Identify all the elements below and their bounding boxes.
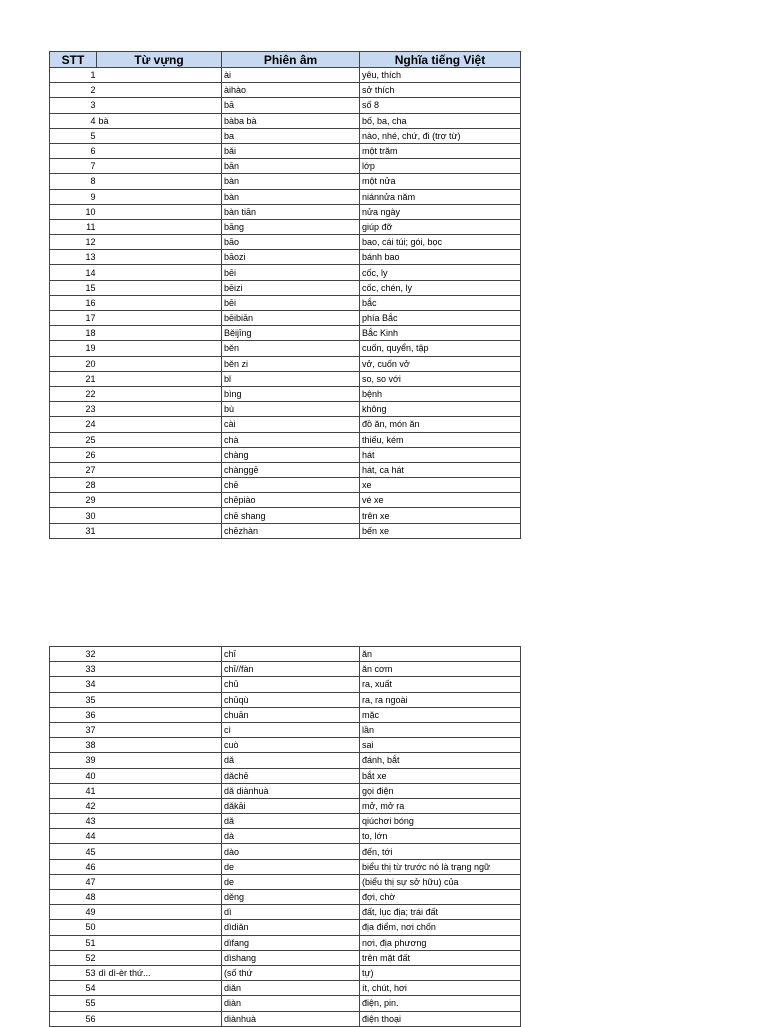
cell-vocab — [97, 386, 222, 401]
cell-stt: 46 — [50, 859, 97, 874]
cell-stt: 18 — [50, 326, 97, 341]
cell-stt: 24 — [50, 417, 97, 432]
cell-vocab — [97, 371, 222, 386]
cell-pinyin: chēpiào — [222, 493, 360, 508]
cell-vocab — [97, 523, 222, 538]
cell-pinyin: cuò — [222, 738, 360, 753]
cell-stt: 9 — [50, 189, 97, 204]
cell-pinyin: chū — [222, 677, 360, 692]
cell-meaning: to, lớn — [360, 829, 521, 844]
cell-pinyin: dǎkāi — [222, 798, 360, 813]
cell-vocab — [97, 768, 222, 783]
cell-meaning: nào, nhé, chứ, đi (trợ từ) — [360, 128, 521, 143]
table-row — [50, 783, 521, 798]
cell-vocab — [97, 478, 222, 493]
cell-pinyin: bā — [222, 98, 360, 113]
cell-meaning: thiếu, kém — [360, 432, 521, 447]
cell-stt: 25 — [50, 432, 97, 447]
cell-pinyin: ài — [222, 68, 360, 83]
cell-meaning: hát — [360, 447, 521, 462]
cell-vocab — [97, 874, 222, 889]
table-row — [50, 647, 521, 662]
table-row — [50, 341, 521, 356]
table-row — [50, 798, 521, 813]
cell-meaning: qiúchơi bóng — [360, 814, 521, 829]
table-row — [50, 950, 521, 965]
cell-meaning: hát, ca hát — [360, 462, 521, 477]
cell-meaning: giúp đỡ — [360, 219, 521, 234]
cell-vocab — [97, 447, 222, 462]
cell-vocab — [97, 462, 222, 477]
cell-meaning: đợi, chờ — [360, 890, 521, 905]
cell-pinyin: bàn — [222, 174, 360, 189]
cell-vocab — [97, 174, 222, 189]
cell-stt: 27 — [50, 462, 97, 477]
cell-meaning: cốc, ly — [360, 265, 521, 280]
cell-stt: 31 — [50, 523, 97, 538]
cell-pinyin: dǎchē — [222, 768, 360, 783]
cell-pinyin: àihào — [222, 83, 360, 98]
cell-meaning: so, so với — [360, 371, 521, 386]
cell-vocab — [97, 890, 222, 905]
cell-pinyin: de — [222, 859, 360, 874]
cell-vocab — [97, 692, 222, 707]
table-row — [50, 68, 521, 83]
cell-stt: 21 — [50, 371, 97, 386]
table-row — [50, 829, 521, 844]
cell-vocab — [97, 647, 222, 662]
cell-stt: 8 — [50, 174, 97, 189]
cell-vocab — [97, 707, 222, 722]
table-row — [50, 402, 521, 417]
cell-pinyin: dǎ diànhuà — [222, 783, 360, 798]
table-row — [50, 478, 521, 493]
cell-meaning: ít, chút, hơi — [360, 981, 521, 996]
cell-vocab — [97, 417, 222, 432]
cell-stt: 4 — [50, 113, 97, 128]
cell-pinyin: bēibiān — [222, 311, 360, 326]
cell-meaning: lần — [360, 722, 521, 737]
vocab-table-1 — [49, 51, 521, 539]
cell-vocab — [97, 905, 222, 920]
cell-vocab — [97, 280, 222, 295]
table-row — [50, 265, 521, 280]
cell-stt: 16 — [50, 295, 97, 310]
cell-stt: 12 — [50, 235, 97, 250]
cell-pinyin: dǎ — [222, 753, 360, 768]
cell-stt: 23 — [50, 402, 97, 417]
cell-vocab — [97, 341, 222, 356]
table-row — [50, 935, 521, 950]
cell-meaning: ra, ra ngoài — [360, 692, 521, 707]
cell-stt: 53 — [50, 965, 97, 980]
table-row — [50, 447, 521, 462]
table-row — [50, 493, 521, 508]
cell-meaning: ra, xuất — [360, 677, 521, 692]
cell-meaning: ăn — [360, 647, 521, 662]
cell-stt: 11 — [50, 219, 97, 234]
table-row — [50, 722, 521, 737]
cell-pinyin: dào — [222, 844, 360, 859]
cell-stt: 17 — [50, 311, 97, 326]
cell-meaning: điện, pin. — [360, 996, 521, 1011]
vocab-table-2 — [49, 646, 521, 1027]
cell-pinyin: děng — [222, 890, 360, 905]
cell-stt: 44 — [50, 829, 97, 844]
cell-vocab — [97, 143, 222, 158]
cell-meaning: bệnh — [360, 386, 521, 401]
cell-pinyin: bàn — [222, 189, 360, 204]
cell-meaning: đánh, bắt — [360, 753, 521, 768]
cell-meaning: phía Bắc — [360, 311, 521, 326]
table-row — [50, 280, 521, 295]
table-row — [50, 98, 521, 113]
table-row — [50, 844, 521, 859]
cell-stt: 34 — [50, 677, 97, 692]
cell-stt: 19 — [50, 341, 97, 356]
cell-vocab — [97, 508, 222, 523]
table-row — [50, 859, 521, 874]
cell-vocab — [97, 128, 222, 143]
cell-stt: 40 — [50, 768, 97, 783]
cell-pinyin: Běijīng — [222, 326, 360, 341]
table-row — [50, 707, 521, 722]
cell-vocab — [97, 950, 222, 965]
header-pinyin: Phiên âm — [222, 52, 360, 68]
table-row — [50, 920, 521, 935]
table-row — [50, 462, 521, 477]
cell-pinyin: bāozi — [222, 250, 360, 265]
cell-vocab — [97, 753, 222, 768]
cell-vocab — [97, 814, 222, 829]
cell-meaning: đến, tới — [360, 844, 521, 859]
cell-meaning: mở, mở ra — [360, 798, 521, 813]
cell-pinyin: de — [222, 874, 360, 889]
cell-vocab — [97, 829, 222, 844]
table-row — [50, 356, 521, 371]
cell-meaning: nơi, địa phương — [360, 935, 521, 950]
cell-pinyin: diànhuà — [222, 1011, 360, 1026]
table-row — [50, 677, 521, 692]
cell-meaning: bắc — [360, 295, 521, 310]
table-row — [50, 753, 521, 768]
cell-meaning: một nửa — [360, 174, 521, 189]
cell-pinyin: bìng — [222, 386, 360, 401]
table-row — [50, 174, 521, 189]
header-stt: STT — [50, 52, 97, 68]
cell-vocab — [97, 722, 222, 737]
cell-stt: 2 — [50, 83, 97, 98]
cell-vocab — [97, 677, 222, 692]
cell-stt: 6 — [50, 143, 97, 158]
table-row — [50, 235, 521, 250]
cell-meaning: lớp — [360, 159, 521, 174]
cell-meaning: sai — [360, 738, 521, 753]
cell-meaning: đồ ăn, món ăn — [360, 417, 521, 432]
cell-vocab — [97, 859, 222, 874]
cell-pinyin: chī — [222, 647, 360, 662]
cell-stt: 51 — [50, 935, 97, 950]
cell-stt: 47 — [50, 874, 97, 889]
cell-pinyin: ba — [222, 128, 360, 143]
cell-meaning: trên mặt đất — [360, 950, 521, 965]
cell-vocab — [97, 783, 222, 798]
table-row — [50, 874, 521, 889]
cell-vocab — [97, 996, 222, 1011]
cell-stt: 45 — [50, 844, 97, 859]
cell-stt: 55 — [50, 996, 97, 1011]
cell-stt: 42 — [50, 798, 97, 813]
cell-stt: 14 — [50, 265, 97, 280]
cell-pinyin: dà — [222, 829, 360, 844]
table-row — [50, 311, 521, 326]
cell-stt: 5 — [50, 128, 97, 143]
table-row — [50, 768, 521, 783]
table-row — [50, 432, 521, 447]
cell-meaning: Bắc Kinh — [360, 326, 521, 341]
cell-vocab — [97, 798, 222, 813]
table-row — [50, 386, 521, 401]
cell-meaning: xe — [360, 478, 521, 493]
cell-vocab — [97, 981, 222, 996]
cell-vocab — [97, 235, 222, 250]
cell-stt: 10 — [50, 204, 97, 219]
cell-stt: 20 — [50, 356, 97, 371]
cell-meaning: đất, lục địa; trái đất — [360, 905, 521, 920]
cell-pinyin: dìdiǎn — [222, 920, 360, 935]
cell-meaning: mặc — [360, 707, 521, 722]
cell-vocab: bà — [97, 113, 222, 128]
header-row — [50, 52, 521, 68]
cell-vocab — [97, 219, 222, 234]
table-row — [50, 508, 521, 523]
header-meaning: Nghĩa tiếng Việt — [360, 52, 521, 68]
table-row — [50, 83, 521, 98]
cell-vocab — [97, 738, 222, 753]
cell-vocab — [97, 98, 222, 113]
cell-pinyin: chēzhàn — [222, 523, 360, 538]
cell-meaning: cốc, chén, ly — [360, 280, 521, 295]
cell-stt: 35 — [50, 692, 97, 707]
cell-meaning: vở, cuốn vở — [360, 356, 521, 371]
cell-vocab — [97, 68, 222, 83]
cell-pinyin: bēi — [222, 265, 360, 280]
table-row — [50, 662, 521, 677]
table-row — [50, 905, 521, 920]
cell-pinyin: chē — [222, 478, 360, 493]
cell-pinyin: bù — [222, 402, 360, 417]
table-row — [50, 371, 521, 386]
cell-stt: 7 — [50, 159, 97, 174]
table-row — [50, 159, 521, 174]
cell-stt: 54 — [50, 981, 97, 996]
cell-pinyin: bān — [222, 159, 360, 174]
cell-pinyin: dìfang — [222, 935, 360, 950]
cell-stt: 1 — [50, 68, 97, 83]
cell-pinyin: cài — [222, 417, 360, 432]
cell-stt: 37 — [50, 722, 97, 737]
table-row — [50, 143, 521, 158]
cell-pinyin: chē shang — [222, 508, 360, 523]
cell-vocab — [97, 295, 222, 310]
cell-pinyin: diǎn — [222, 981, 360, 996]
table-row — [50, 128, 521, 143]
cell-meaning: bố, ba, cha — [360, 113, 521, 128]
cell-stt: 30 — [50, 508, 97, 523]
cell-stt: 38 — [50, 738, 97, 753]
cell-pinyin: chī//fàn — [222, 662, 360, 677]
cell-meaning: cuốn, quyển, tập — [360, 341, 521, 356]
cell-meaning: vé xe — [360, 493, 521, 508]
cell-pinyin: diàn — [222, 996, 360, 1011]
cell-stt: 22 — [50, 386, 97, 401]
cell-pinyin: bāo — [222, 235, 360, 250]
cell-stt: 33 — [50, 662, 97, 677]
table-row — [50, 326, 521, 341]
cell-meaning: một trăm — [360, 143, 521, 158]
cell-vocab — [97, 189, 222, 204]
table-row — [50, 814, 521, 829]
table-row — [50, 204, 521, 219]
header-vocab: Từ vựng — [97, 52, 222, 68]
table-row — [50, 996, 521, 1011]
cell-pinyin: bāng — [222, 219, 360, 234]
cell-meaning: niánnửa năm — [360, 189, 521, 204]
table-row — [50, 295, 521, 310]
cell-meaning: yêu, thích — [360, 68, 521, 83]
cell-meaning: (biểu thị sự sở hữu) của — [360, 874, 521, 889]
cell-meaning: bắt xe — [360, 768, 521, 783]
table-row — [50, 113, 521, 128]
cell-meaning: số 8 — [360, 98, 521, 113]
table-row — [50, 965, 521, 980]
cell-pinyin: bàba bà — [222, 113, 360, 128]
table-row — [50, 981, 521, 996]
cell-stt: 52 — [50, 950, 97, 965]
cell-meaning: bao, cái túi; gói, bọc — [360, 235, 521, 250]
cell-meaning: bến xe — [360, 523, 521, 538]
cell-vocab — [97, 83, 222, 98]
cell-stt: 15 — [50, 280, 97, 295]
cell-pinyin: chuān — [222, 707, 360, 722]
cell-stt: 49 — [50, 905, 97, 920]
cell-pinyin: (số thứ — [222, 965, 360, 980]
cell-meaning: điện thoại — [360, 1011, 521, 1026]
table-row — [50, 219, 521, 234]
cell-pinyin: chàng — [222, 447, 360, 462]
cell-meaning: ăn cơm — [360, 662, 521, 677]
cell-vocab — [97, 402, 222, 417]
cell-pinyin: chūqù — [222, 692, 360, 707]
cell-pinyin: běn zi — [222, 356, 360, 371]
cell-stt: 28 — [50, 478, 97, 493]
table-row — [50, 523, 521, 538]
table-row — [50, 417, 521, 432]
cell-meaning: nửa ngày — [360, 204, 521, 219]
cell-meaning: tự) — [360, 965, 521, 980]
cell-vocab — [97, 311, 222, 326]
cell-vocab — [97, 662, 222, 677]
cell-meaning: biểu thị từ trước nó là trạng ngữ — [360, 859, 521, 874]
cell-vocab: dì dì-èr thứ... — [97, 965, 222, 980]
cell-meaning: trên xe — [360, 508, 521, 523]
cell-meaning: gọi điện — [360, 783, 521, 798]
cell-pinyin: chà — [222, 432, 360, 447]
cell-vocab — [97, 265, 222, 280]
cell-vocab — [97, 159, 222, 174]
cell-stt: 36 — [50, 707, 97, 722]
cell-stt: 50 — [50, 920, 97, 935]
cell-stt: 13 — [50, 250, 97, 265]
cell-pinyin: bēi — [222, 295, 360, 310]
cell-stt: 41 — [50, 783, 97, 798]
cell-pinyin: dì — [222, 905, 360, 920]
cell-stt: 56 — [50, 1011, 97, 1026]
cell-vocab — [97, 844, 222, 859]
cell-pinyin: dìshang — [222, 950, 360, 965]
cell-stt: 39 — [50, 753, 97, 768]
cell-stt: 29 — [50, 493, 97, 508]
table-row — [50, 738, 521, 753]
cell-stt: 43 — [50, 814, 97, 829]
cell-meaning: không — [360, 402, 521, 417]
cell-pinyin: běn — [222, 341, 360, 356]
cell-vocab — [97, 356, 222, 371]
cell-pinyin: bǐ — [222, 371, 360, 386]
cell-pinyin: bēizi — [222, 280, 360, 295]
cell-meaning: bánh bao — [360, 250, 521, 265]
cell-stt: 3 — [50, 98, 97, 113]
cell-vocab — [97, 204, 222, 219]
cell-vocab — [97, 326, 222, 341]
table-row — [50, 692, 521, 707]
cell-pinyin: bǎi — [222, 143, 360, 158]
cell-vocab — [97, 493, 222, 508]
cell-vocab — [97, 432, 222, 447]
cell-pinyin: dǎ — [222, 814, 360, 829]
table-row — [50, 250, 521, 265]
table-row — [50, 189, 521, 204]
cell-pinyin: cì — [222, 722, 360, 737]
cell-stt: 48 — [50, 890, 97, 905]
table-row — [50, 890, 521, 905]
cell-pinyin: bàn tiān — [222, 204, 360, 219]
cell-vocab — [97, 935, 222, 950]
cell-vocab — [97, 920, 222, 935]
cell-stt: 26 — [50, 447, 97, 462]
cell-pinyin: chànggē — [222, 462, 360, 477]
cell-vocab — [97, 250, 222, 265]
cell-meaning: sở thích — [360, 83, 521, 98]
cell-meaning: địa điểm, nơi chốn — [360, 920, 521, 935]
cell-stt: 32 — [50, 647, 97, 662]
